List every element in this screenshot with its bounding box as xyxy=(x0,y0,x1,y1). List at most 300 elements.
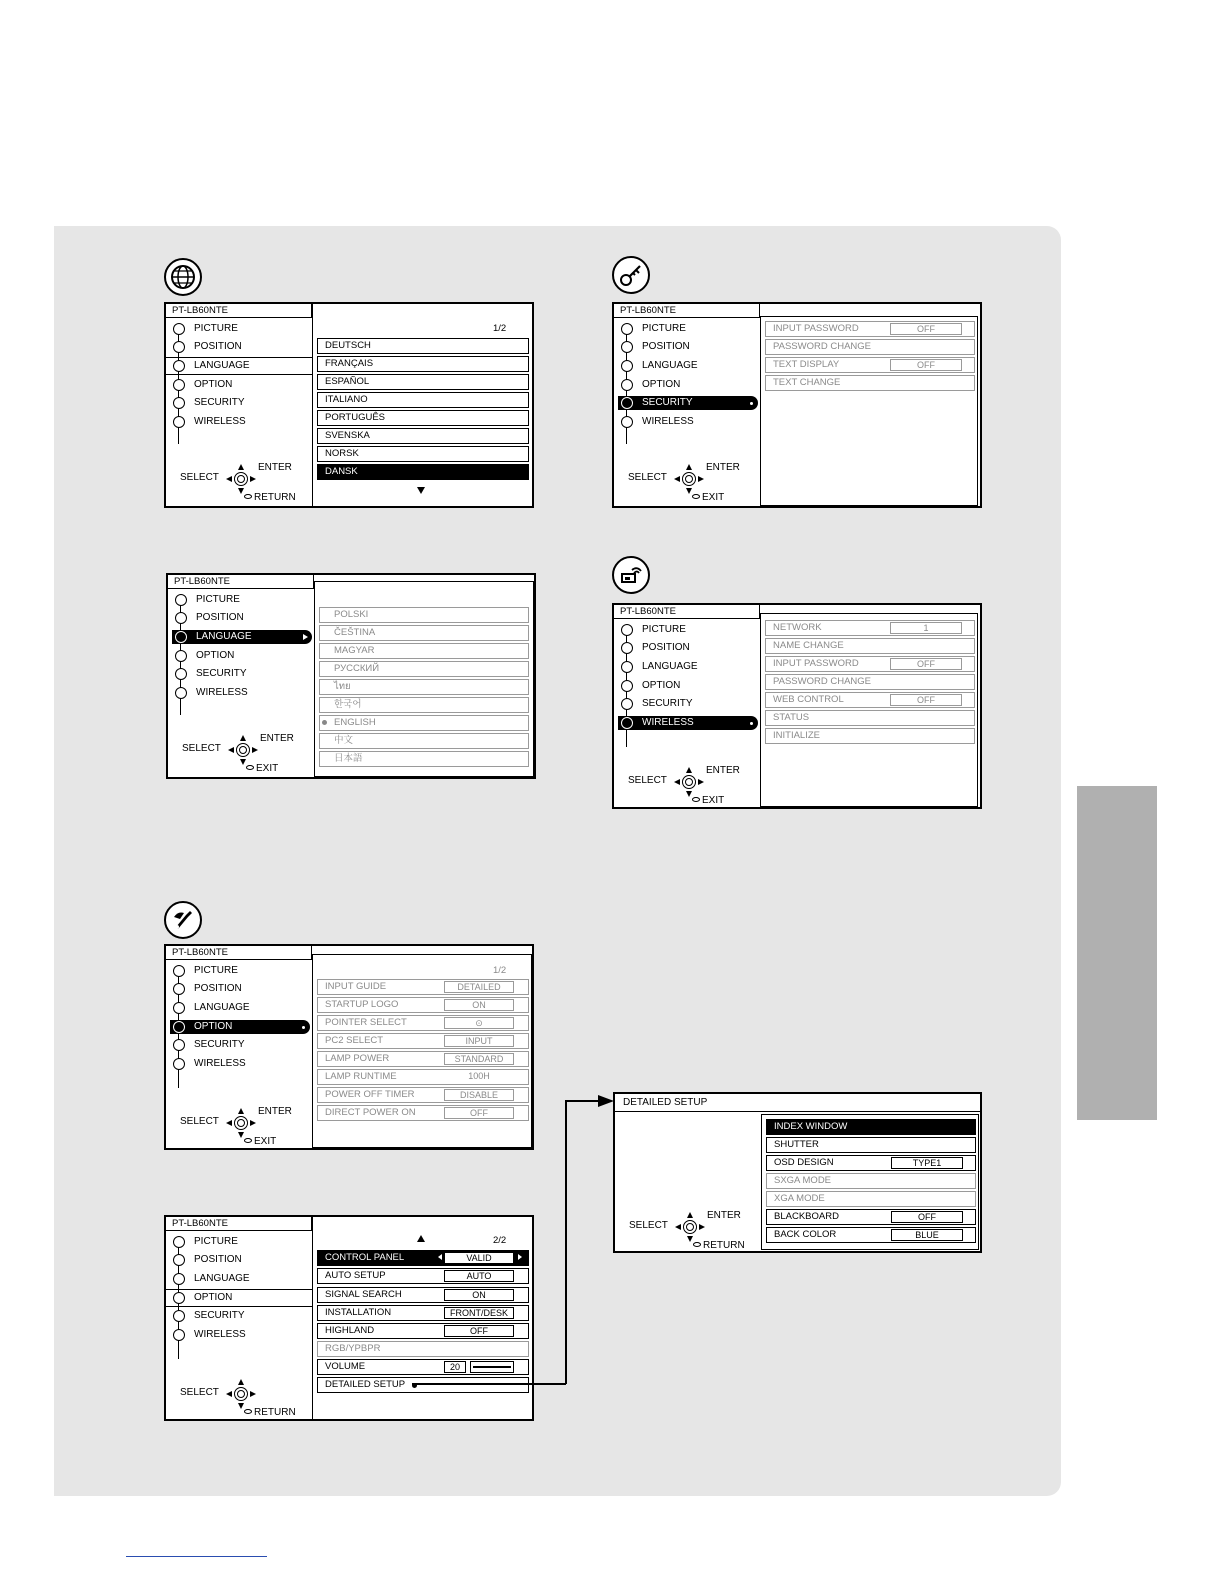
enter-label: ENTER xyxy=(707,1210,741,1221)
language-option[interactable]: POLSKI xyxy=(319,607,529,623)
return-label: RETURN xyxy=(703,1240,745,1251)
joystick-icon xyxy=(226,1379,256,1409)
menu-item-wireless[interactable] xyxy=(172,686,312,700)
detailed-setup-title: DETAILED SETUP xyxy=(615,1094,980,1112)
setting-label: TEXT CHANGE xyxy=(773,377,841,388)
setting-label: SIGNAL SEARCH xyxy=(325,1289,402,1300)
setting-control-panel[interactable] xyxy=(317,1250,529,1266)
menu-item-language[interactable] xyxy=(170,1001,310,1015)
setting-power-off-timer[interactable] xyxy=(317,1087,529,1103)
setting-label: AUTO SETUP xyxy=(325,1270,386,1281)
setting-label: INPUT PASSWORD xyxy=(773,323,859,334)
nav-hint xyxy=(628,462,748,502)
setting-label: BACK COLOR xyxy=(774,1229,837,1240)
menu-item-language[interactable] xyxy=(170,1272,310,1286)
setting-shutter[interactable] xyxy=(766,1137,976,1153)
submenu-dot-icon xyxy=(750,722,753,725)
setting-label: PASSWORD CHANGE xyxy=(773,341,872,352)
security-icon xyxy=(175,668,187,680)
setting-index-window[interactable] xyxy=(766,1119,976,1135)
menu-label: OPTION xyxy=(194,379,233,390)
language-option[interactable]: DEUTSCH xyxy=(317,338,529,354)
option-icon xyxy=(173,1292,185,1304)
position-icon xyxy=(173,1254,185,1266)
setting-network[interactable] xyxy=(765,620,975,636)
menu-label: SECURITY xyxy=(194,1310,245,1321)
setting-lamp-runtime xyxy=(317,1069,529,1085)
menu-label: PICTURE xyxy=(642,624,686,635)
language-icon xyxy=(621,360,633,372)
setting-value: VALID xyxy=(444,1252,514,1264)
nav-hint xyxy=(180,462,300,502)
setting-value: TYPE1 xyxy=(891,1157,963,1169)
setting-web-control[interactable] xyxy=(765,692,975,708)
setting-label: CONTROL PANEL xyxy=(325,1252,405,1263)
return-icon xyxy=(244,494,252,499)
detailed-settings xyxy=(761,1114,979,1250)
setting-highland[interactable] xyxy=(317,1323,529,1339)
submenu-dot-icon xyxy=(750,402,753,405)
select-label: SELECT xyxy=(628,472,667,483)
setting-label: INPUT GUIDE xyxy=(325,981,387,992)
connector-line xyxy=(412,1383,566,1385)
menu-label: LANGUAGE xyxy=(194,1002,250,1013)
connector-line xyxy=(565,1100,599,1102)
menu-label: POSITION xyxy=(194,983,242,994)
setting-direct-power-on[interactable] xyxy=(317,1105,529,1121)
position-icon xyxy=(621,341,633,353)
menu-item-option[interactable] xyxy=(618,679,758,693)
menu-item-wireless[interactable] xyxy=(170,1057,310,1071)
setting-value: OFF xyxy=(444,1325,514,1337)
exit-label: EXIT xyxy=(256,763,279,774)
security-icon xyxy=(173,397,185,409)
setting-value: BLUE xyxy=(891,1229,963,1241)
menu-label: POSITION xyxy=(642,341,690,352)
menu-item-position[interactable] xyxy=(618,340,758,354)
menu-item-picture[interactable] xyxy=(618,322,758,336)
setting-auto-setup[interactable] xyxy=(317,1268,529,1284)
enter-label: ENTER xyxy=(258,1106,292,1117)
wireless-icon xyxy=(173,1329,185,1341)
menu-item-position[interactable] xyxy=(170,982,310,996)
wireless-icon xyxy=(621,416,633,428)
picture-icon xyxy=(621,323,633,335)
position-icon xyxy=(173,983,185,995)
security-screen xyxy=(612,302,982,508)
menu-item-security[interactable] xyxy=(618,396,758,410)
menu-item-security[interactable] xyxy=(170,396,310,410)
language-list-1 xyxy=(312,304,532,506)
setting-label: LAMP POWER xyxy=(325,1053,390,1064)
menu-label: WIRELESS xyxy=(194,1058,246,1069)
menu-label: POSITION xyxy=(642,642,690,653)
menu-item-picture[interactable] xyxy=(170,1235,310,1249)
globe-icon xyxy=(164,258,202,296)
language-icon xyxy=(173,1273,185,1285)
language-option[interactable]: PORTUGUÊS xyxy=(317,410,529,426)
security-icon xyxy=(173,1310,185,1322)
menu-label: PICTURE xyxy=(196,594,240,605)
setting-label: OSD DESIGN xyxy=(774,1157,834,1168)
menu-item-wireless[interactable] xyxy=(618,415,758,429)
return-icon xyxy=(693,1242,701,1247)
arrow-right-icon xyxy=(598,1095,614,1107)
nav-hint xyxy=(628,765,748,805)
option-screen-2 xyxy=(164,1215,534,1421)
menu-label: POSITION xyxy=(194,341,242,352)
setting-installation[interactable] xyxy=(317,1305,529,1321)
setting-value: INPUT xyxy=(444,1035,514,1047)
setting-label: RGB/YPBPR xyxy=(325,1343,381,1354)
setting-label: PC2 SELECT xyxy=(325,1035,384,1046)
setting-name-change[interactable] xyxy=(765,638,975,654)
setting-input-guide[interactable] xyxy=(317,979,529,995)
setting-label: STATUS xyxy=(773,712,810,723)
setting-value: OFF xyxy=(890,323,962,335)
scroll-down-icon[interactable] xyxy=(417,487,425,494)
menu-item-option[interactable] xyxy=(170,1020,310,1034)
menu-item-wireless[interactable] xyxy=(170,415,310,429)
page-number: 1/2 xyxy=(493,965,507,976)
setting-label: STARTUP LOGO xyxy=(325,999,399,1010)
setting-osd-design[interactable] xyxy=(766,1155,976,1171)
key-icon xyxy=(612,256,650,294)
setting-label: NAME CHANGE xyxy=(773,640,844,651)
model-name: PT-LB60NTE xyxy=(166,1217,312,1231)
menu-label: WIRELESS xyxy=(642,416,694,427)
nav-hint xyxy=(180,1106,300,1146)
wireless-icon xyxy=(621,717,633,729)
menu-item-option[interactable] xyxy=(170,1291,310,1305)
language-option[interactable]: РУССКИЙ xyxy=(319,661,529,677)
setting-label: SXGA MODE xyxy=(774,1175,832,1186)
menu-item-option[interactable] xyxy=(172,649,312,663)
enter-label: ENTER xyxy=(258,462,292,473)
setting-label: TEXT DISPLAY xyxy=(773,359,840,370)
footer-link-underline xyxy=(126,1556,267,1557)
arrow-right-icon xyxy=(303,634,308,640)
language-label: ENGLISH xyxy=(334,717,376,728)
select-label: SELECT xyxy=(180,1387,219,1398)
setting-blackboard[interactable] xyxy=(766,1209,976,1225)
position-icon xyxy=(621,642,633,654)
setting-value: FRONT/DESK xyxy=(444,1307,514,1319)
select-label: SELECT xyxy=(182,743,221,754)
picture-icon xyxy=(173,965,185,977)
setting-text-change[interactable] xyxy=(765,375,975,391)
setting-initialize[interactable] xyxy=(765,728,975,744)
menu-label: WIRELESS xyxy=(194,1329,246,1340)
setting-input-password[interactable] xyxy=(765,656,975,672)
setting-label: VOLUME xyxy=(325,1361,366,1372)
arrow-left-icon[interactable] xyxy=(438,1254,442,1260)
setting-value: 1 xyxy=(890,622,962,634)
menu-label: SECURITY xyxy=(194,1039,245,1050)
menu-label: PICTURE xyxy=(194,323,238,334)
wireless-icon xyxy=(612,556,650,594)
option-icon xyxy=(164,901,202,939)
menu-label: OPTION xyxy=(196,650,235,661)
side-tab xyxy=(1077,786,1157,1120)
setting-label: POINTER SELECT xyxy=(325,1017,407,1028)
menu-label: OPTION xyxy=(642,379,681,390)
language-option[interactable]: ESPAÑOL xyxy=(317,374,529,390)
security-settings xyxy=(760,316,978,506)
language-option-selected[interactable]: DANSK xyxy=(317,464,529,480)
language-option[interactable]: ČEŠTINA xyxy=(319,625,529,641)
setting-value: AUTO xyxy=(444,1270,514,1282)
setting-value: 20 xyxy=(444,1361,466,1373)
setting-value: OFF xyxy=(890,694,962,706)
joystick-icon xyxy=(228,735,258,765)
language-option[interactable]: NORSK xyxy=(317,446,529,462)
setting-password-change[interactable] xyxy=(765,339,975,355)
menu-label: LANGUAGE xyxy=(642,661,698,672)
setting-label: NETWORK xyxy=(773,622,822,633)
security-icon xyxy=(621,397,633,409)
wireless-icon xyxy=(173,1058,185,1070)
wireless-icon xyxy=(175,687,187,699)
menu-label: OPTION xyxy=(642,680,681,691)
menu-label: WIRELESS xyxy=(194,416,246,427)
menu-item-position[interactable] xyxy=(172,611,312,625)
setting-status[interactable] xyxy=(765,710,975,726)
submenu-dot-icon xyxy=(302,1026,305,1029)
menu-label: WIRELESS xyxy=(642,717,694,728)
setting-label: HIGHLAND xyxy=(325,1325,375,1336)
position-icon xyxy=(175,612,187,624)
setting-xga-mode[interactable] xyxy=(766,1191,976,1207)
setting-value: OFF xyxy=(890,658,962,670)
menu-item-wireless[interactable] xyxy=(618,716,758,730)
menu-item-security[interactable] xyxy=(172,667,312,681)
scroll-up-icon[interactable] xyxy=(417,1235,425,1242)
volume-slider[interactable] xyxy=(470,1361,514,1373)
language-screen-1 xyxy=(164,302,534,508)
language-option[interactable]: 한국어 xyxy=(319,697,529,713)
nav-hint xyxy=(180,1377,300,1417)
setting-value: OFF xyxy=(890,359,962,371)
menu-item-position[interactable] xyxy=(618,641,758,655)
menu-item-position[interactable] xyxy=(170,1253,310,1267)
exit-icon xyxy=(244,1138,252,1143)
language-option[interactable]: MAGYAR xyxy=(319,643,529,659)
model-name: PT-LB60NTE xyxy=(614,304,760,318)
setting-startup-logo[interactable] xyxy=(317,997,529,1013)
setting-signal-search[interactable] xyxy=(317,1287,529,1303)
language-option[interactable]: 中文 xyxy=(319,733,529,749)
setting-value: STANDARD xyxy=(444,1053,514,1065)
menu-label: PICTURE xyxy=(642,323,686,334)
joystick-icon xyxy=(226,1108,256,1138)
detailed-setup-screen xyxy=(613,1092,982,1253)
select-label: SELECT xyxy=(180,472,219,483)
menu-item-picture[interactable] xyxy=(618,623,758,637)
language-option[interactable]: SVENSKA xyxy=(317,428,529,444)
joystick-icon xyxy=(674,464,704,494)
language-option[interactable]: ไทย xyxy=(319,679,529,695)
exit-icon xyxy=(692,797,700,802)
setting-label: PASSWORD CHANGE xyxy=(773,676,872,687)
language-list-2 xyxy=(314,581,534,777)
language-option[interactable]: ITALIANO xyxy=(317,392,529,408)
menu-label: PICTURE xyxy=(194,965,238,976)
setting-text-display[interactable] xyxy=(765,357,975,373)
picture-icon xyxy=(175,594,187,606)
setting-value: OFF xyxy=(444,1107,514,1119)
setting-input-password[interactable] xyxy=(765,321,975,337)
menu-item-security[interactable] xyxy=(618,697,758,711)
menu-item-option[interactable] xyxy=(618,378,758,392)
model-name: PT-LB60NTE xyxy=(168,575,314,589)
arrow-right-icon[interactable] xyxy=(518,1254,522,1260)
setting-pointer-select[interactable] xyxy=(317,1015,529,1031)
enter-label: ENTER xyxy=(706,462,740,473)
menu-label: LANGUAGE xyxy=(194,360,250,371)
menu-item-picture[interactable] xyxy=(170,964,310,978)
setting-label: SHUTTER xyxy=(774,1139,819,1150)
page-number: 1/2 xyxy=(493,323,507,334)
menu-item-language[interactable] xyxy=(170,359,310,373)
option-icon xyxy=(621,680,633,692)
menu-label: POSITION xyxy=(194,1254,242,1265)
menu-item-security[interactable] xyxy=(170,1309,310,1323)
return-icon xyxy=(244,1409,252,1414)
menu-label: SECURITY xyxy=(196,668,247,679)
joystick-icon xyxy=(226,464,256,494)
menu-label: PICTURE xyxy=(194,1236,238,1247)
language-option-current[interactable] xyxy=(319,715,529,731)
picture-icon xyxy=(173,1236,185,1248)
menu-item-position[interactable] xyxy=(170,340,310,354)
option-settings-1 xyxy=(312,954,532,1148)
enter-label: ENTER xyxy=(706,765,740,776)
exit-icon xyxy=(692,494,700,499)
enter-label: ENTER xyxy=(260,733,294,744)
joystick-icon xyxy=(674,767,704,797)
select-label: SELECT xyxy=(180,1116,219,1127)
setting-label: LAMP RUNTIME xyxy=(325,1071,397,1082)
current-bullet-icon xyxy=(322,720,327,725)
language-icon xyxy=(621,661,633,673)
select-label: SELECT xyxy=(628,775,667,786)
setting-value: ON xyxy=(444,999,514,1011)
return-label: RETURN xyxy=(254,1407,296,1418)
setting-value: DISABLE xyxy=(444,1089,514,1101)
wireless-settings xyxy=(760,613,978,807)
exit-label: EXIT xyxy=(702,795,725,806)
setting-label: INITIALIZE xyxy=(773,730,820,741)
setting-lamp-power[interactable] xyxy=(317,1051,529,1067)
setting-label: BLACKBOARD xyxy=(774,1211,839,1222)
language-option[interactable]: FRANÇAIS xyxy=(317,356,529,372)
setting-rgb-ypbpr[interactable] xyxy=(317,1341,529,1357)
setting-label: INPUT PASSWORD xyxy=(773,658,859,669)
setting-value: 100H xyxy=(444,1071,514,1083)
exit-label: EXIT xyxy=(702,492,725,503)
menu-item-wireless[interactable] xyxy=(170,1328,310,1342)
setting-pc2-select[interactable] xyxy=(317,1033,529,1049)
menu-label: SECURITY xyxy=(194,397,245,408)
setting-sxga-mode[interactable] xyxy=(766,1173,976,1189)
return-label: RETURN xyxy=(254,492,296,503)
position-icon xyxy=(173,341,185,353)
option-screen-1 xyxy=(164,944,534,1150)
menu-label: SECURITY xyxy=(642,397,693,408)
menu-item-language[interactable] xyxy=(172,630,312,644)
setting-value: ON xyxy=(444,1289,514,1301)
setting-label: INDEX WINDOW xyxy=(774,1121,848,1132)
security-icon xyxy=(621,698,633,710)
exit-label: EXIT xyxy=(254,1136,277,1147)
security-icon xyxy=(173,1039,185,1051)
model-name: PT-LB60NTE xyxy=(166,304,312,318)
wireless-icon xyxy=(173,416,185,428)
page-number: 2/2 xyxy=(493,1235,507,1246)
menu-item-picture[interactable] xyxy=(172,593,312,607)
menu-label: POSITION xyxy=(196,612,244,623)
model-name: PT-LB60NTE xyxy=(614,605,760,619)
setting-label: XGA MODE xyxy=(774,1193,825,1204)
joystick-icon xyxy=(675,1212,705,1242)
language-icon xyxy=(173,360,185,372)
setting-label: DIRECT POWER ON xyxy=(325,1107,416,1118)
setting-value: OFF xyxy=(891,1211,963,1223)
setting-volume[interactable] xyxy=(317,1359,529,1375)
menu-label: LANGUAGE xyxy=(642,360,698,371)
menu-item-language[interactable] xyxy=(618,660,758,674)
option-settings-2 xyxy=(312,1217,532,1419)
menu-item-language[interactable] xyxy=(618,359,758,373)
setting-label: WEB CONTROL xyxy=(773,694,844,705)
language-icon xyxy=(173,1002,185,1014)
menu-label: SECURITY xyxy=(642,698,693,709)
menu-item-picture[interactable] xyxy=(170,322,310,336)
setting-detailed-setup[interactable] xyxy=(317,1377,529,1393)
setting-label: INSTALLATION xyxy=(325,1307,392,1318)
language-option[interactable]: 日本語 xyxy=(319,751,529,767)
menu-label: LANGUAGE xyxy=(196,631,252,642)
setting-value: DETAILED xyxy=(444,981,514,993)
exit-icon xyxy=(246,765,254,770)
select-label: SELECT xyxy=(629,1220,668,1231)
option-icon xyxy=(175,650,187,662)
setting-label: DETAILED SETUP xyxy=(325,1379,406,1390)
wireless-screen xyxy=(612,603,982,809)
language-icon xyxy=(175,631,187,643)
model-name: PT-LB60NTE xyxy=(166,946,312,960)
menu-label: OPTION xyxy=(194,1021,233,1032)
picture-icon xyxy=(621,624,633,636)
connector-line xyxy=(565,1100,567,1384)
option-icon xyxy=(173,1021,185,1033)
nav-hint xyxy=(629,1210,749,1250)
menu-item-security[interactable] xyxy=(170,1038,310,1052)
menu-label: LANGUAGE xyxy=(194,1273,250,1284)
nav-hint xyxy=(182,733,302,773)
menu-label: WIRELESS xyxy=(196,687,248,698)
setting-password-change[interactable] xyxy=(765,674,975,690)
language-screen-2 xyxy=(166,573,536,779)
picture-icon xyxy=(173,323,185,335)
setting-back-color[interactable] xyxy=(766,1227,976,1243)
menu-item-option[interactable] xyxy=(170,378,310,392)
option-icon xyxy=(173,379,185,391)
setting-label: POWER OFF TIMER xyxy=(325,1089,415,1100)
option-icon xyxy=(621,379,633,391)
menu-label: OPTION xyxy=(194,1292,233,1303)
